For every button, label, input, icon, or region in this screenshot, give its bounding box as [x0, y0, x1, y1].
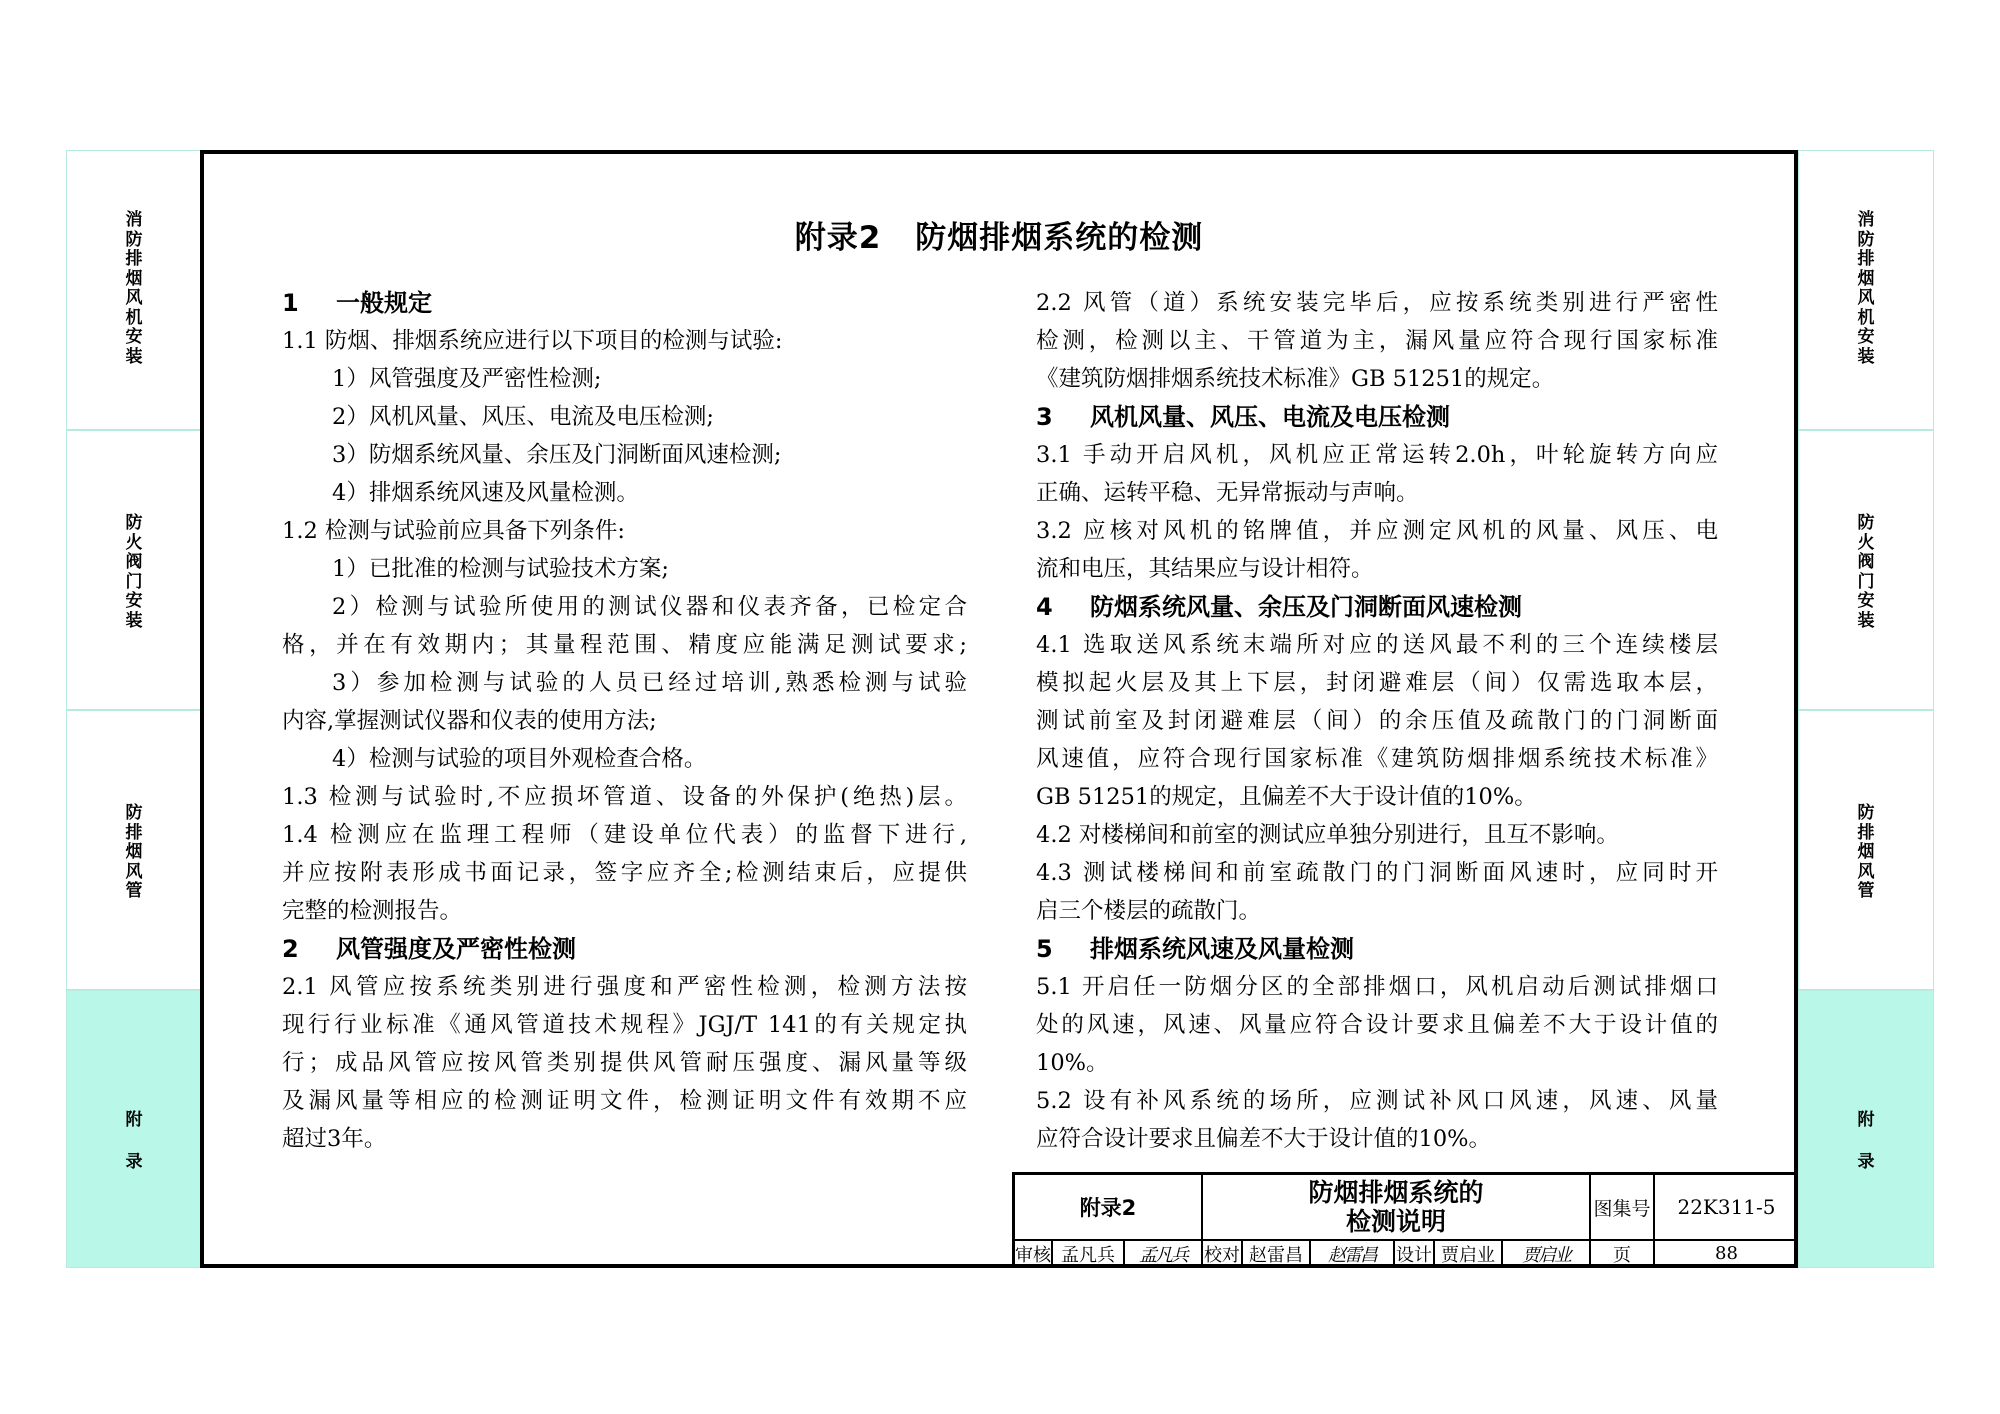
title-text: 防烟排烟系统的检测: [915, 220, 1204, 256]
text-line: 3）参加检测与试验的人员已经过培训,熟悉检测与试验: [332, 670, 967, 696]
text-line: 正确、运转平稳、无异常振动与声响。: [1036, 480, 1419, 506]
text-line: 3.1 手动开启风机，风机应正常运转2.0h，叶轮旋转方向应: [1036, 442, 1718, 468]
text-line: 行；成品风管应按风管类别提供风管耐压强度、漏风量等级: [282, 1050, 967, 1076]
text-line: 3）防烟系统风量、余压及门洞断面风速检测;: [332, 442, 782, 468]
text-line: 测试前室及封闭避难层（间）的余压值及疏散门的门洞断面: [1036, 708, 1718, 734]
text-line: 4）检测与试验的项目外观检查合格。: [332, 746, 707, 772]
tb-atlas-no: 22K311-5: [1677, 1195, 1776, 1219]
section-heading-text: 风管强度及严密性检测: [336, 935, 576, 963]
section-heading-text: 防烟系统风量、余压及门洞断面风速检测: [1090, 593, 1522, 621]
text-line: 1.3 检测与试验时,不应损坏管道、设备的外保护(绝热)层。: [282, 784, 967, 810]
text-line: 1.2 检测与试验前应具备下列条件:: [282, 518, 626, 544]
section-heading: [1036, 588, 1522, 626]
text-line: 3.2 应核对风机的铭牌值，并应测定风机的风量、风压、电: [1036, 518, 1718, 544]
designer-signature: 贾启业: [1503, 1239, 1591, 1268]
tab-appendix[interactable]: [1798, 990, 1934, 1268]
tab-fan-installation[interactable]: [1798, 150, 1934, 430]
section-heading-text: 风机风量、风压、电流及电压检测: [1090, 403, 1450, 431]
text-line: 检测，检测以主、干管道为主，漏风量应符合现行国家标准: [1036, 328, 1718, 354]
text-line: 应符合设计要求且偏差不大于设计值的10%。: [1036, 1126, 1492, 1152]
text-line: 4.3 测试楼梯间和前室疏散门的门洞断面风速时，应同时开: [1036, 860, 1718, 886]
text-line: 处的风速，风速、风量应符合设计要求且偏差不大于设计值的: [1036, 1012, 1718, 1038]
tb-review-label: 审核: [1015, 1239, 1053, 1268]
text-line: 风速值，应符合现行国家标准《建筑防烟排烟系统技术标准》: [1036, 746, 1718, 772]
section-number: 1: [282, 289, 299, 317]
text-line: 2）风机风量、风压、电流及电压检测;: [332, 404, 714, 430]
title-block-sign-row: [1015, 1239, 1798, 1268]
tb-section: 附录2: [1015, 1175, 1203, 1239]
text-line: 流和电压，其结果应与设计相符。: [1036, 556, 1374, 582]
section-number: 5: [1036, 935, 1053, 963]
tab-label: 防火阀门安装: [125, 513, 143, 631]
tb-reviewer: 孟凡兵: [1053, 1239, 1125, 1268]
text-line: 4.1 选取送风系统末端所对应的送风最不利的三个连续楼层: [1036, 632, 1718, 658]
section-heading: [1036, 398, 1450, 436]
tab-fan-installation[interactable]: [66, 150, 202, 430]
tb-designer: 贾启业: [1435, 1239, 1503, 1268]
text-line: 2）检测与试验所使用的测试仪器和仪表齐备，已检定合: [332, 594, 967, 620]
checker-signature: 赵雷昌: [1311, 1239, 1395, 1268]
tab-label: 防火阀门安装: [1857, 513, 1875, 631]
tb-design-label: 设计: [1395, 1239, 1435, 1268]
section-heading-text: 一般规定: [336, 289, 432, 317]
tb-check-label: 校对: [1203, 1239, 1243, 1268]
section-number: 3: [1036, 403, 1053, 431]
tab-appendix[interactable]: [66, 990, 202, 1268]
tab-label: 附录: [1857, 1110, 1875, 1172]
text-line: 超过3年。: [282, 1126, 387, 1152]
tab-label: 附录: [125, 1110, 143, 1172]
text-line: 及漏风量等相应的检测证明文件，检测证明文件有效期不应: [282, 1088, 967, 1114]
text-line: 现行行业标准《通风管道技术规程》JGJ/T 141的有关规定执: [282, 1012, 967, 1038]
section-heading: [1036, 930, 1354, 968]
text-line: 1.4 检测应在监理工程师（建设单位代表）的监督下进行,: [282, 822, 967, 848]
section-heading-text: 排烟系统风速及风量检测: [1090, 935, 1354, 963]
section-heading: [282, 930, 576, 968]
tb-page-label: 页: [1591, 1239, 1655, 1268]
tab-label: 消防排烟风机安装: [125, 210, 143, 367]
tb-title: [1203, 1175, 1591, 1239]
text-line: 5.1 开启任一防烟分区的全部排烟口，风机启动后测试排烟口: [1036, 974, 1718, 1000]
text-line: 启三个楼层的疏散门。: [1036, 898, 1262, 924]
tb-checker: 赵雷昌: [1243, 1239, 1311, 1268]
section-heading: [282, 284, 432, 322]
reviewer-signature: 孟凡兵: [1125, 1239, 1203, 1268]
text-line: 1.1 防烟、排烟系统应进行以下项目的检测与试验:: [282, 328, 783, 354]
tab-label: 防排烟风管: [125, 803, 143, 901]
tab-smoke-duct[interactable]: [66, 710, 202, 990]
tab-fire-damper[interactable]: [66, 430, 202, 710]
right-section-tabs: [1798, 150, 1934, 1268]
tb-title-line1: 防烟排烟系统的: [1308, 1178, 1484, 1207]
tb-atlas-label: 图集号: [1591, 1175, 1655, 1239]
text-line: GB 51251的规定，且偏差不大于设计值的10%。: [1036, 784, 1537, 810]
text-line: 10%。: [1036, 1050, 1109, 1076]
tab-label: 防排烟风管: [1857, 803, 1875, 901]
tb-title-line2: 检测说明: [1345, 1207, 1446, 1236]
tab-smoke-duct[interactable]: [1798, 710, 1934, 990]
text-line: 2.1 风管应按系统类别进行强度和严密性检测，检测方法按: [282, 974, 967, 1000]
tab-label: 消防排烟风机安装: [1857, 210, 1875, 367]
text-line: 2.2 风管（道）系统安装完毕后，应按系统类别进行严密性: [1036, 290, 1718, 316]
left-section-tabs: [66, 150, 202, 1268]
section-number: 4: [1036, 593, 1053, 621]
text-line: 内容,掌握测试仪器和仪表的使用方法;: [282, 708, 657, 734]
text-line: 模拟起火层及其上下层，封闭避难层（间）仅需选取本层，: [1036, 670, 1718, 696]
title-prefix: 附录2: [794, 220, 882, 256]
title-block: [1012, 1172, 1798, 1268]
text-line: 5.2 设有补风系统的场所，应测试补风口风速，风速、风量: [1036, 1088, 1718, 1114]
title-block-main-row: [1015, 1175, 1798, 1241]
text-line: 格，并在有效期内；其量程范围、精度应能满足测试要求;: [282, 632, 967, 658]
text-line: 1）已批准的检测与试验技术方案;: [332, 556, 669, 582]
tab-fire-damper[interactable]: [1798, 430, 1934, 710]
text-line: 《建筑防烟排烟系统技术标准》GB 51251的规定。: [1036, 366, 1555, 392]
drawing-sheet: [200, 150, 1798, 1268]
text-line: 4）排烟系统风速及风量检测。: [332, 480, 639, 506]
text-line: 1）风管强度及严密性检测;: [332, 366, 602, 392]
text-line: 并应按附表形成书面记录，签字应齐全;检测结束后，应提供: [282, 860, 967, 886]
tb-page-no: 88: [1715, 1243, 1738, 1264]
text-line: 4.2 对楼梯间和前室的测试应单独分别进行，且互不影响。: [1036, 822, 1619, 848]
page-title: [204, 212, 1794, 257]
text-line: 完整的检测报告。: [282, 898, 463, 924]
section-number: 2: [282, 935, 299, 963]
